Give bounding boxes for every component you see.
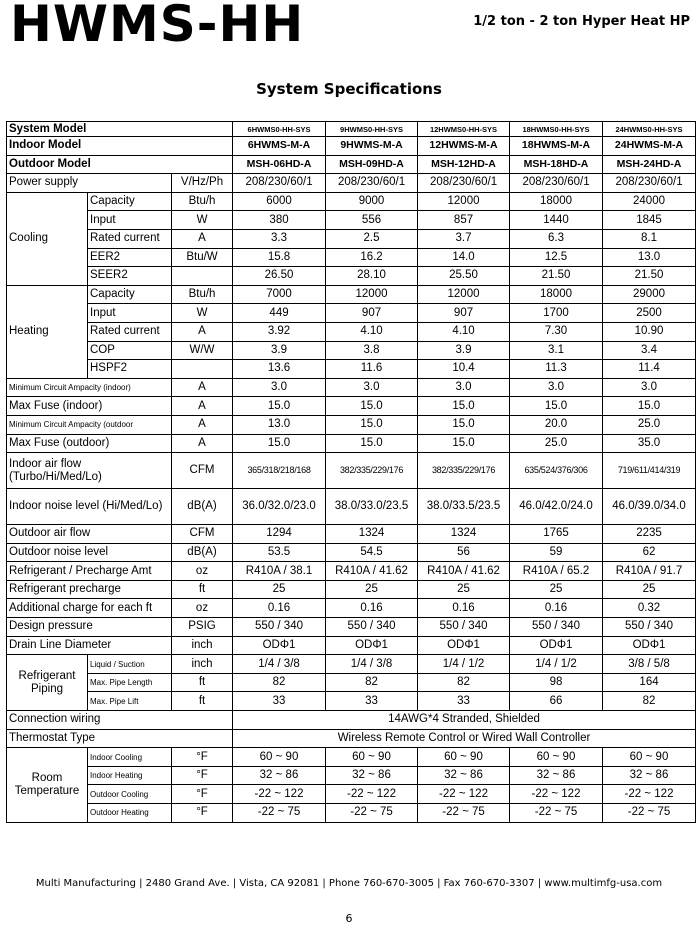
page-number: 6 — [345, 912, 353, 925]
value-cell: 33 — [233, 692, 326, 711]
value-cell: 0.16 — [418, 599, 510, 618]
value-cell: 10.90 — [603, 322, 696, 341]
unit-cell: inch — [172, 636, 233, 655]
table-row — [7, 489, 696, 525]
unit-cell: CFM — [172, 453, 233, 489]
value-cell: 208/230/60/1 — [603, 174, 696, 193]
value-cell: 208/230/60/1 — [326, 174, 418, 193]
table-row — [7, 122, 696, 137]
table-row — [7, 636, 696, 655]
row-label: Max Fuse (indoor) — [7, 397, 172, 416]
value-cell: -22 ~ 122 — [233, 785, 326, 804]
value-cell: 15.0 — [418, 415, 510, 434]
value-cell: 18HWMS0-HH-SYS — [510, 122, 603, 137]
value-cell: ODΦ1 — [233, 636, 326, 655]
unit-cell: A — [172, 434, 233, 453]
value-cell: 719/611/414/319 — [603, 453, 696, 489]
value-cell: MSH-24HD-A — [603, 155, 696, 174]
value-cell: 13.0 — [233, 415, 326, 434]
value-cell: 9HWMS-M-A — [326, 137, 418, 156]
row-label: Outdoor air flow — [7, 525, 172, 544]
value-cell: 38.0/33.0/23.5 — [326, 489, 418, 525]
table-row — [7, 229, 696, 248]
value-cell: 3.0 — [233, 378, 326, 397]
table-row — [7, 785, 696, 804]
value-cell: 21.50 — [603, 267, 696, 286]
group-label: Room Temperature — [7, 748, 88, 822]
table-row — [7, 766, 696, 785]
value-cell: 0.32 — [603, 599, 696, 618]
table-row — [7, 562, 696, 581]
unit-cell: dB(A) — [172, 543, 233, 562]
value-cell: 164 — [603, 673, 696, 692]
value-cell: 54.5 — [326, 543, 418, 562]
value-cell: 4.10 — [418, 322, 510, 341]
value-cell: 11.3 — [510, 360, 603, 379]
value-cell: 24HWMS0-HH-SYS — [603, 122, 696, 137]
value-cell: 82 — [326, 673, 418, 692]
row-label: Outdoor Cooling — [88, 785, 172, 804]
unit-cell: W/W — [172, 341, 233, 360]
table-row — [7, 137, 696, 156]
value-cell: 3.9 — [233, 341, 326, 360]
row-label: System Model — [7, 122, 233, 137]
value-cell: 25.0 — [510, 434, 603, 453]
value-cell: 9HWMS0-HH-SYS — [326, 122, 418, 137]
unit-cell: Btu/h — [172, 192, 233, 211]
value-cell: MSH-12HD-A — [418, 155, 510, 174]
value-cell: 60 ~ 90 — [603, 748, 696, 767]
value-cell: MSH-18HD-A — [510, 155, 603, 174]
table-row — [7, 211, 696, 230]
group-label: Refrigerant Piping — [7, 655, 88, 711]
table-row — [7, 434, 696, 453]
row-label: HSPF2 — [88, 360, 172, 379]
row-label: Outdoor noise level — [7, 543, 172, 562]
value-cell: 15.0 — [418, 434, 510, 453]
value-cell: 15.0 — [233, 434, 326, 453]
value-cell: 18000 — [510, 192, 603, 211]
value-cell: 2235 — [603, 525, 696, 544]
value-cell: 66 — [510, 692, 603, 711]
unit-cell: A — [172, 415, 233, 434]
value-cell: 82 — [418, 673, 510, 692]
value-cell: 35.0 — [603, 434, 696, 453]
value-cell: 20.0 — [510, 415, 603, 434]
value-cell: 15.8 — [233, 248, 326, 267]
row-label: Capacity — [88, 285, 172, 304]
table-row — [7, 415, 696, 434]
value-cell: 208/230/60/1 — [510, 174, 603, 193]
value-cell: 53.5 — [233, 543, 326, 562]
value-cell: 12HWMS-M-A — [418, 137, 510, 156]
value-cell: 15.0 — [233, 397, 326, 416]
row-label: Indoor noise level (Hi/Med/Lo) — [7, 489, 172, 525]
table-row — [7, 155, 696, 174]
row-label: Design pressure — [7, 618, 172, 637]
value-cell: 59 — [510, 543, 603, 562]
value-cell: 3.92 — [233, 322, 326, 341]
footer-contact: Multi Manufacturing | 2480 Grand Ave. | Vista, CA 92081 | Phone 760-670-3005 | Fax 760-670-3307 | www.multimfg-usa.com — [35, 878, 663, 889]
value-cell: 60 ~ 90 — [326, 748, 418, 767]
value-cell: 0.16 — [233, 599, 326, 618]
value-cell: 0.16 — [510, 599, 603, 618]
table-row — [7, 397, 696, 416]
row-label: Minimum Circuit Ampacity (indoor) — [7, 378, 172, 397]
value-cell: 15.0 — [326, 415, 418, 434]
value-cell: 550 / 340 — [510, 618, 603, 637]
value-cell: 25 — [326, 580, 418, 599]
value-cell: 380 — [233, 211, 326, 230]
value-cell: 3.0 — [510, 378, 603, 397]
value-cell: 3.7 — [418, 229, 510, 248]
row-label: Indoor air flow (Turbo/Hi/Med/Lo) — [7, 453, 172, 489]
value-cell: 3.0 — [326, 378, 418, 397]
row-label: Minimum Circuit Ampacity (outdoor — [7, 415, 172, 434]
unit-cell: Btu/h — [172, 285, 233, 304]
value-cell: 365/318/218/168 — [233, 453, 326, 489]
value-cell: 33 — [326, 692, 418, 711]
value-cell: MSH-09HD-A — [326, 155, 418, 174]
value-cell: 32 ~ 86 — [418, 766, 510, 785]
row-label: Additional charge for each ft — [7, 599, 172, 618]
value-cell: -22 ~ 75 — [603, 804, 696, 823]
row-label: Outdoor Heating — [88, 804, 172, 823]
table-row — [7, 748, 696, 767]
value-cell: ODΦ1 — [510, 636, 603, 655]
value-cell: 33 — [418, 692, 510, 711]
value-cell: R410A / 38.1 — [233, 562, 326, 581]
value-cell: 907 — [418, 304, 510, 323]
table-row — [7, 378, 696, 397]
value-cell: 7000 — [233, 285, 326, 304]
row-label: Max. Pipe Lift — [88, 692, 172, 711]
value-cell: MSH-06HD-A — [233, 155, 326, 174]
row-label: Input — [88, 304, 172, 323]
unit-cell: W — [172, 304, 233, 323]
unit-cell — [172, 360, 233, 379]
table-row — [7, 804, 696, 823]
row-label: Rated current — [88, 322, 172, 341]
row-label: Capacity — [88, 192, 172, 211]
value-cell: 857 — [418, 211, 510, 230]
value-cell: 550 / 340 — [326, 618, 418, 637]
value-cell: 38.0/33.5/23.5 — [418, 489, 510, 525]
unit-cell: °F — [172, 804, 233, 823]
table-row — [7, 580, 696, 599]
table-row — [7, 360, 696, 379]
value-cell: 635/524/376/306 — [510, 453, 603, 489]
row-label: Max. Pipe Length — [88, 673, 172, 692]
value-cell: 46.0/39.0/34.0 — [603, 489, 696, 525]
table-row — [7, 341, 696, 360]
table-row — [7, 304, 696, 323]
table-row — [7, 711, 696, 730]
table-row — [7, 618, 696, 637]
value-cell: 3.8 — [326, 341, 418, 360]
unit-cell: °F — [172, 748, 233, 767]
unit-cell — [172, 267, 233, 286]
value-cell: R410A / 41.62 — [418, 562, 510, 581]
row-label: SEER2 — [88, 267, 172, 286]
value-cell: 46.0/42.0/24.0 — [510, 489, 603, 525]
value-cell: 25.50 — [418, 267, 510, 286]
value-cell: -22 ~ 75 — [418, 804, 510, 823]
value-cell: 13.0 — [603, 248, 696, 267]
table-row — [7, 285, 696, 304]
value-cell: 24000 — [603, 192, 696, 211]
value-cell: 208/230/60/1 — [233, 174, 326, 193]
row-label: COP — [88, 341, 172, 360]
row-label: Indoor Cooling — [88, 748, 172, 767]
unit-cell: ft — [172, 673, 233, 692]
value-cell: -22 ~ 122 — [418, 785, 510, 804]
value-cell: 18000 — [510, 285, 603, 304]
unit-cell: Btu/W — [172, 248, 233, 267]
table-row — [7, 543, 696, 562]
value-cell: 11.4 — [603, 360, 696, 379]
value-cell: 8.1 — [603, 229, 696, 248]
row-label: EER2 — [88, 248, 172, 267]
value-cell: 382/335/229/176 — [418, 453, 510, 489]
value-cell: 1294 — [233, 525, 326, 544]
value-cell: 0.16 — [326, 599, 418, 618]
value-cell: 32 ~ 86 — [233, 766, 326, 785]
value-cell: 6HWMS-M-A — [233, 137, 326, 156]
value-cell: 15.0 — [418, 397, 510, 416]
unit-cell: oz — [172, 599, 233, 618]
value-cell: 12000 — [418, 192, 510, 211]
unit-cell: A — [172, 322, 233, 341]
value-cell: 15.0 — [326, 397, 418, 416]
value-cell: 25 — [510, 580, 603, 599]
specifications-table — [6, 121, 696, 823]
value-cell: 6HWMS0-HH-SYS — [233, 122, 326, 137]
value-cell: ODΦ1 — [418, 636, 510, 655]
value-cell: 28.10 — [326, 267, 418, 286]
value-cell: 26.50 — [233, 267, 326, 286]
value-cell: 98 — [510, 673, 603, 692]
value-cell: 1700 — [510, 304, 603, 323]
value-cell: 24HWMS-M-A — [603, 137, 696, 156]
brand-title: HWMS-HH — [10, 0, 305, 53]
value-cell: 14AWG*4 Stranded, Shielded — [233, 711, 696, 730]
unit-cell: °F — [172, 785, 233, 804]
value-cell: ODΦ1 — [326, 636, 418, 655]
value-cell: R410A / 91.7 — [603, 562, 696, 581]
value-cell: -22 ~ 75 — [510, 804, 603, 823]
value-cell: 16.2 — [326, 248, 418, 267]
row-label: Power supply — [7, 174, 172, 193]
value-cell: 25 — [603, 580, 696, 599]
value-cell: 1/4 / 3/8 — [233, 655, 326, 674]
row-label: Connection wiring — [7, 711, 233, 730]
value-cell: R410A / 65.2 — [510, 562, 603, 581]
value-cell: 25 — [233, 580, 326, 599]
value-cell: 2500 — [603, 304, 696, 323]
value-cell: 3/8 / 5/8 — [603, 655, 696, 674]
unit-cell: A — [172, 397, 233, 416]
value-cell: 32 ~ 86 — [510, 766, 603, 785]
row-label: Input — [88, 211, 172, 230]
value-cell: -22 ~ 122 — [603, 785, 696, 804]
unit-cell: CFM — [172, 525, 233, 544]
unit-cell: oz — [172, 562, 233, 581]
value-cell: R410A / 41.62 — [326, 562, 418, 581]
value-cell: 15.0 — [510, 397, 603, 416]
value-cell: -22 ~ 122 — [326, 785, 418, 804]
section-title: System Specifications — [256, 80, 442, 98]
table-row — [7, 525, 696, 544]
group-label: Cooling — [7, 192, 88, 285]
row-label: Outdoor Model — [7, 155, 233, 174]
value-cell: 29000 — [603, 285, 696, 304]
table-row — [7, 248, 696, 267]
row-label: Indoor Heating — [88, 766, 172, 785]
value-cell: 1/4 / 1/2 — [418, 655, 510, 674]
value-cell: 1324 — [418, 525, 510, 544]
value-cell: 10.4 — [418, 360, 510, 379]
value-cell: 3.4 — [603, 341, 696, 360]
unit-cell: ft — [172, 692, 233, 711]
row-label: Max Fuse (outdoor) — [7, 434, 172, 453]
table-row — [7, 729, 696, 748]
value-cell: 550 / 340 — [233, 618, 326, 637]
value-cell: 14.0 — [418, 248, 510, 267]
table-row — [7, 673, 696, 692]
table-row — [7, 655, 696, 674]
group-label: Heating — [7, 285, 88, 378]
value-cell: -22 ~ 75 — [326, 804, 418, 823]
value-cell: 15.0 — [603, 397, 696, 416]
value-cell: 1/4 / 3/8 — [326, 655, 418, 674]
table-row — [7, 192, 696, 211]
value-cell: 25.0 — [603, 415, 696, 434]
value-cell: 6.3 — [510, 229, 603, 248]
row-label: Drain Line Diameter — [7, 636, 172, 655]
unit-cell: PSIG — [172, 618, 233, 637]
value-cell: 2.5 — [326, 229, 418, 248]
value-cell: 1845 — [603, 211, 696, 230]
row-label: Indoor Model — [7, 137, 233, 156]
value-cell: 9000 — [326, 192, 418, 211]
value-cell: 12000 — [418, 285, 510, 304]
value-cell: 1765 — [510, 525, 603, 544]
value-cell: 15.0 — [326, 434, 418, 453]
value-cell: 60 ~ 90 — [233, 748, 326, 767]
row-label: Refrigerant precharge — [7, 580, 172, 599]
table-row — [7, 174, 696, 193]
value-cell: 550 / 340 — [603, 618, 696, 637]
value-cell: 3.0 — [418, 378, 510, 397]
value-cell: 62 — [603, 543, 696, 562]
row-label: Liquid / Suction — [88, 655, 172, 674]
table-row — [7, 267, 696, 286]
value-cell: Wireless Remote Control or Wired Wall Controller — [233, 729, 696, 748]
value-cell: -22 ~ 75 — [233, 804, 326, 823]
unit-cell: W — [172, 211, 233, 230]
value-cell: 550 / 340 — [418, 618, 510, 637]
value-cell: 12.5 — [510, 248, 603, 267]
value-cell: 21.50 — [510, 267, 603, 286]
value-cell: 208/230/60/1 — [418, 174, 510, 193]
value-cell: ODΦ1 — [603, 636, 696, 655]
table-row — [7, 599, 696, 618]
value-cell: 11.6 — [326, 360, 418, 379]
value-cell: 3.3 — [233, 229, 326, 248]
value-cell: 1/4 / 1/2 — [510, 655, 603, 674]
value-cell: 12000 — [326, 285, 418, 304]
value-cell: 32 ~ 86 — [326, 766, 418, 785]
value-cell: 449 — [233, 304, 326, 323]
value-cell: 4.10 — [326, 322, 418, 341]
unit-cell: A — [172, 229, 233, 248]
unit-cell: ft — [172, 580, 233, 599]
product-subtitle: 1/2 ton - 2 ton Hyper Heat HP — [473, 14, 690, 29]
table-row — [7, 453, 696, 489]
value-cell: 3.1 — [510, 341, 603, 360]
unit-cell: V/Hz/Ph — [172, 174, 233, 193]
unit-cell: dB(A) — [172, 489, 233, 525]
value-cell: 3.0 — [603, 378, 696, 397]
unit-cell: inch — [172, 655, 233, 674]
value-cell: 556 — [326, 211, 418, 230]
value-cell: 32 ~ 86 — [603, 766, 696, 785]
row-label: Refrigerant / Precharge Amt — [7, 562, 172, 581]
value-cell: 25 — [418, 580, 510, 599]
value-cell: 12HWMS0-HH-SYS — [418, 122, 510, 137]
row-label: Thermostat Type — [7, 729, 233, 748]
unit-cell: °F — [172, 766, 233, 785]
value-cell: 1440 — [510, 211, 603, 230]
value-cell: 36.0/32.0/23.0 — [233, 489, 326, 525]
value-cell: 382/335/229/176 — [326, 453, 418, 489]
row-label: Rated current — [88, 229, 172, 248]
value-cell: 3.9 — [418, 341, 510, 360]
value-cell: 82 — [233, 673, 326, 692]
value-cell: 1324 — [326, 525, 418, 544]
value-cell: 907 — [326, 304, 418, 323]
value-cell: 18HWMS-M-A — [510, 137, 603, 156]
value-cell: 7.30 — [510, 322, 603, 341]
value-cell: 82 — [603, 692, 696, 711]
value-cell: -22 ~ 122 — [510, 785, 603, 804]
value-cell: 13.6 — [233, 360, 326, 379]
table-row — [7, 692, 696, 711]
unit-cell: A — [172, 378, 233, 397]
value-cell: 6000 — [233, 192, 326, 211]
value-cell: 60 ~ 90 — [510, 748, 603, 767]
value-cell: 56 — [418, 543, 510, 562]
table-row — [7, 322, 696, 341]
value-cell: 60 ~ 90 — [418, 748, 510, 767]
